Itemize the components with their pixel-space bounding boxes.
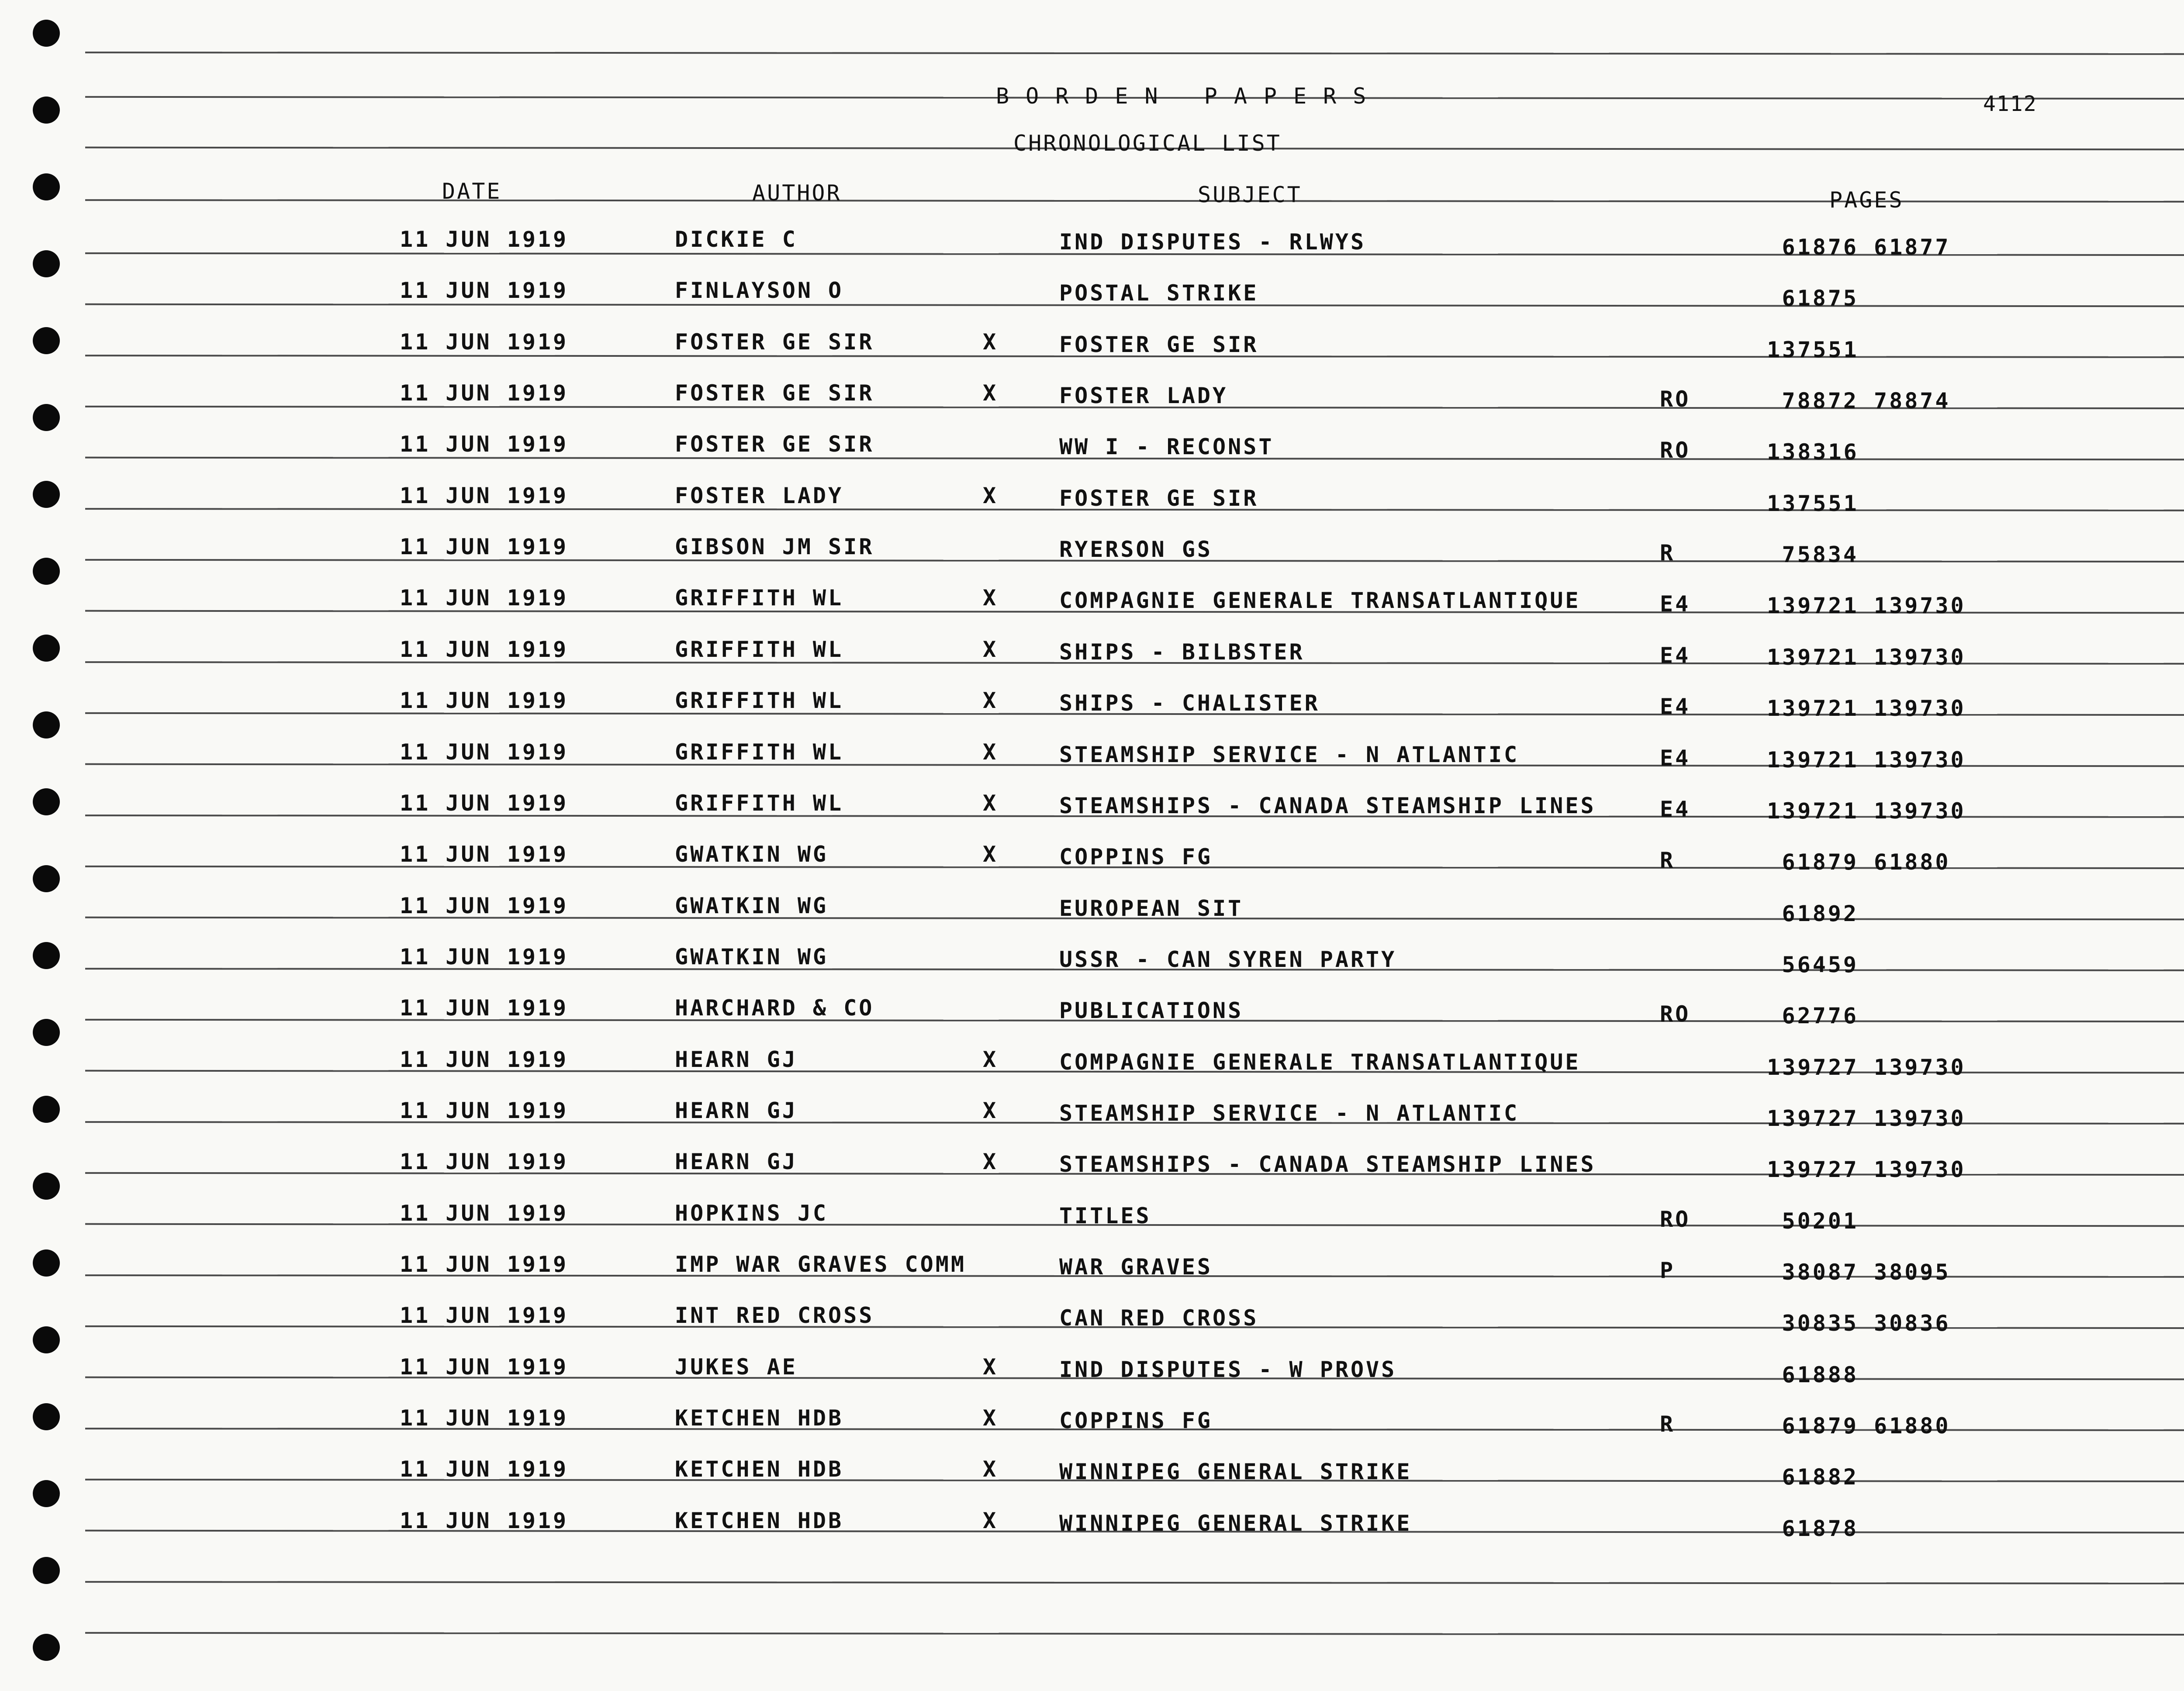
cell-author: DICKIE C [675, 227, 798, 252]
cell-author: KETCHEN HDB [675, 1456, 844, 1482]
feed-hole [33, 1557, 60, 1584]
cell-page-start: 30835 [1782, 1311, 1859, 1336]
cell-subject: WW I - RECONST [1059, 434, 1274, 459]
cell-page-start: 38087 [1782, 1260, 1859, 1285]
cell-page-end: 139730 [1874, 1055, 1966, 1080]
cell-subject: FOSTER GE SIR [1059, 486, 1259, 511]
cell-author: FOSTER GE SIR [675, 329, 874, 355]
cell-author: JUKES AE [675, 1354, 798, 1380]
cell-page-end: 38095 [1874, 1260, 1951, 1285]
cell-page-start: 137551 [1767, 337, 1859, 362]
cell-date: 11 JUN 1919 [400, 329, 569, 355]
cell-page-end: 139730 [1874, 593, 1966, 618]
cell-date: 11 JUN 1919 [400, 1508, 569, 1533]
cell-author: GIBSON JM SIR [675, 534, 874, 559]
cell-date: 11 JUN 1919 [400, 534, 569, 559]
cell-author: HARCHARD & CO [675, 995, 874, 1021]
cell-code: P [1660, 1258, 1676, 1283]
cell-page-start: 61876 [1782, 235, 1859, 260]
cell-date: 11 JUN 1919 [400, 278, 569, 303]
cell-page-start: 61879 [1782, 1413, 1859, 1439]
cell-date: 11 JUN 1919 [400, 227, 569, 252]
cell-date: 11 JUN 1919 [400, 790, 569, 816]
column-header-author: AUTHOR [752, 180, 842, 206]
cell-code: E4 [1660, 643, 1691, 668]
column-header-pages: PAGES [1829, 187, 1904, 213]
cell-page-end: 139730 [1874, 696, 1966, 721]
cell-date: 11 JUN 1919 [400, 1201, 569, 1226]
cell-x-mark: X [983, 483, 999, 508]
cell-page-start: 139721 [1767, 645, 1859, 670]
cell-subject: STEAMSHIPS - CANADA STEAMSHIP LINES [1059, 1152, 1596, 1177]
cell-page-start: 139727 [1767, 1157, 1859, 1182]
cell-code: E4 [1660, 591, 1691, 617]
cell-author: GRIFFITH WL [675, 790, 844, 816]
feed-hole [33, 173, 60, 200]
cell-page-start: 137551 [1767, 491, 1859, 516]
cell-author: FINLAYSON O [675, 278, 844, 303]
cell-date: 11 JUN 1919 [400, 1303, 569, 1328]
cell-page-end: 61880 [1874, 849, 1951, 875]
feed-hole [33, 711, 60, 739]
cell-page-start: 61879 [1782, 849, 1859, 875]
cell-page-start: 139721 [1767, 696, 1859, 721]
feed-hole [33, 865, 60, 892]
cell-code: RO [1660, 1207, 1691, 1232]
cell-x-mark: X [983, 329, 999, 355]
cell-page-start: 61888 [1782, 1362, 1859, 1387]
cell-subject: WINNIPEG GENERAL STRIKE [1059, 1511, 1412, 1536]
cell-date: 11 JUN 1919 [400, 1354, 569, 1380]
cell-author: FOSTER GE SIR [675, 380, 874, 406]
cell-x-mark: X [983, 585, 999, 611]
cell-code: E4 [1660, 797, 1691, 822]
feed-hole [33, 250, 60, 277]
cell-page-start: 62776 [1782, 1003, 1859, 1028]
cell-date: 11 JUN 1919 [400, 380, 569, 406]
cell-subject: WINNIPEG GENERAL STRIKE [1059, 1459, 1412, 1484]
cell-x-mark: X [983, 790, 999, 816]
cell-page-end: 139730 [1874, 1157, 1966, 1182]
column-header-subject: SUBJECT [1198, 182, 1302, 207]
cell-page-start: 61878 [1782, 1516, 1859, 1541]
cell-subject: FOSTER GE SIR [1059, 332, 1259, 357]
cell-author: HEARN GJ [675, 1149, 798, 1174]
feed-hole [33, 635, 60, 662]
cell-date: 11 JUN 1919 [400, 1098, 569, 1123]
cell-x-mark: X [983, 1354, 999, 1380]
cell-author: HOPKINS JC [675, 1201, 829, 1226]
cell-x-mark: X [983, 1456, 999, 1482]
cell-date: 11 JUN 1919 [400, 944, 569, 970]
cell-author: IMP WAR GRAVES COMM [675, 1252, 966, 1277]
cell-page-start: 50201 [1782, 1208, 1859, 1234]
cell-author: GRIFFITH WL [675, 585, 844, 611]
cell-date: 11 JUN 1919 [400, 1405, 569, 1431]
cell-date: 11 JUN 1919 [400, 431, 569, 457]
feed-hole [33, 1173, 60, 1200]
cell-author: HEARN GJ [675, 1047, 798, 1072]
cell-subject: EUROPEAN SIT [1059, 896, 1244, 921]
cell-x-mark: X [983, 739, 999, 765]
cell-x-mark: X [983, 1047, 999, 1072]
cell-page-end: 139730 [1874, 747, 1966, 773]
cell-code: E4 [1660, 694, 1691, 719]
cell-page-start: 78872 [1782, 388, 1859, 414]
cell-x-mark: X [983, 380, 999, 406]
cell-subject: IND DISPUTES - RLWYS [1059, 229, 1366, 255]
cell-x-mark: X [983, 1098, 999, 1123]
cell-author: KETCHEN HDB [675, 1508, 844, 1533]
cell-date: 11 JUN 1919 [400, 739, 569, 765]
cell-date: 11 JUN 1919 [400, 483, 569, 508]
cell-page-start: 139721 [1767, 747, 1859, 773]
feed-hole [33, 1326, 60, 1353]
cell-page-end: 139730 [1874, 645, 1966, 670]
cell-author: GRIFFITH WL [675, 739, 844, 765]
feed-hole [33, 481, 60, 508]
feed-hole [33, 788, 60, 815]
feed-hole [33, 558, 60, 585]
cell-page-end: 139730 [1874, 1106, 1966, 1131]
cell-subject: STEAMSHIP SERVICE - N ATLANTIC [1059, 742, 1520, 767]
cell-subject: COMPAGNIE GENERALE TRANSATLANTIQUE [1059, 1049, 1581, 1075]
feed-hole [33, 1096, 60, 1123]
cell-subject: POSTAL STRIKE [1059, 280, 1259, 306]
cell-author: KETCHEN HDB [675, 1405, 844, 1431]
cell-author: FOSTER GE SIR [675, 431, 874, 457]
cell-subject: PUBLICATIONS [1059, 998, 1244, 1023]
cell-subject: RYERSON GS [1059, 537, 1213, 562]
cell-page-start: 61875 [1782, 286, 1859, 311]
cell-date: 11 JUN 1919 [400, 637, 569, 662]
cell-x-mark: X [983, 1149, 999, 1174]
cell-subject: TITLES [1059, 1203, 1151, 1229]
cell-page-start: 139721 [1767, 593, 1859, 618]
cell-x-mark: X [983, 842, 999, 867]
cell-page-end: 139730 [1874, 798, 1966, 824]
cell-date: 11 JUN 1919 [400, 1047, 569, 1072]
cell-page-start: 139721 [1767, 798, 1859, 824]
cell-subject: SHIPS - CHALISTER [1059, 690, 1320, 716]
cell-page-start: 61882 [1782, 1464, 1859, 1490]
feed-hole [33, 1019, 60, 1046]
cell-subject: SHIPS - BILBSTER [1059, 639, 1305, 665]
cell-date: 11 JUN 1919 [400, 995, 569, 1021]
cell-x-mark: X [983, 1508, 999, 1533]
ruled-line [85, 1581, 2184, 1584]
page-number: 4112 [1983, 92, 2037, 116]
cell-code: R [1660, 540, 1676, 566]
ruled-line [85, 1632, 2184, 1636]
document-title: BORDEN PAPERS [996, 83, 1383, 109]
cell-code: R [1660, 848, 1676, 873]
cell-subject: STEAMSHIPS - CANADA STEAMSHIP LINES [1059, 793, 1596, 818]
cell-date: 11 JUN 1919 [400, 893, 569, 918]
cell-page-start: 139727 [1767, 1055, 1859, 1080]
cell-author: GWATKIN WG [675, 842, 829, 867]
cell-page-start: 61892 [1782, 901, 1859, 926]
cell-subject: COMPAGNIE GENERALE TRANSATLANTIQUE [1059, 588, 1581, 613]
cell-code: R [1660, 1411, 1676, 1437]
cell-page-start: 139727 [1767, 1106, 1859, 1131]
cell-code: RO [1660, 1001, 1691, 1027]
cell-subject: CAN RED CROSS [1059, 1305, 1259, 1331]
feed-hole [33, 1634, 60, 1661]
column-header-date: DATE [442, 179, 502, 204]
feed-hole [33, 327, 60, 354]
cell-date: 11 JUN 1919 [400, 1456, 569, 1482]
cell-x-mark: X [983, 637, 999, 662]
feed-hole [33, 97, 60, 124]
cell-subject: IND DISPUTES - W PROVS [1059, 1357, 1397, 1382]
cell-date: 11 JUN 1919 [400, 688, 569, 713]
cell-code: E4 [1660, 745, 1691, 771]
list-subtitle: CHRONOLOGICAL LIST [1013, 131, 1282, 156]
cell-author: HEARN GJ [675, 1098, 798, 1123]
cell-subject: STEAMSHIP SERVICE - N ATLANTIC [1059, 1101, 1520, 1126]
cell-page-end: 61880 [1874, 1413, 1951, 1439]
cell-author: FOSTER LADY [675, 483, 844, 508]
cell-subject: USSR - CAN SYREN PARTY [1059, 947, 1397, 972]
feed-hole [33, 404, 60, 431]
cell-page-end: 30836 [1874, 1311, 1951, 1336]
cell-date: 11 JUN 1919 [400, 1149, 569, 1174]
feed-hole [33, 1480, 60, 1507]
cell-page-end: 78874 [1874, 388, 1951, 414]
cell-code: RO [1660, 387, 1691, 412]
cell-author: INT RED CROSS [675, 1303, 874, 1328]
cell-subject: WAR GRAVES [1059, 1254, 1213, 1280]
cell-subject: FOSTER LADY [1059, 383, 1228, 408]
cell-author: GRIFFITH WL [675, 637, 844, 662]
cell-page-end: 61877 [1874, 235, 1951, 260]
feed-hole [33, 20, 60, 47]
cell-page-start: 138316 [1767, 439, 1859, 465]
feed-hole [33, 1249, 60, 1277]
cell-page-start: 75834 [1782, 542, 1859, 567]
cell-x-mark: X [983, 688, 999, 713]
cell-subject: COPPINS FG [1059, 844, 1213, 870]
cell-code: RO [1660, 438, 1691, 463]
cell-date: 11 JUN 1919 [400, 1252, 569, 1277]
feed-hole [33, 1403, 60, 1430]
cell-author: GWATKIN WG [675, 893, 829, 918]
cell-author: GWATKIN WG [675, 944, 829, 970]
cell-date: 11 JUN 1919 [400, 842, 569, 867]
feed-hole [33, 942, 60, 969]
cell-page-start: 56459 [1782, 952, 1859, 977]
cell-subject: COPPINS FG [1059, 1408, 1213, 1433]
cell-author: GRIFFITH WL [675, 688, 844, 713]
ruled-line [85, 52, 2184, 55]
cell-x-mark: X [983, 1405, 999, 1431]
cell-date: 11 JUN 1919 [400, 585, 569, 611]
